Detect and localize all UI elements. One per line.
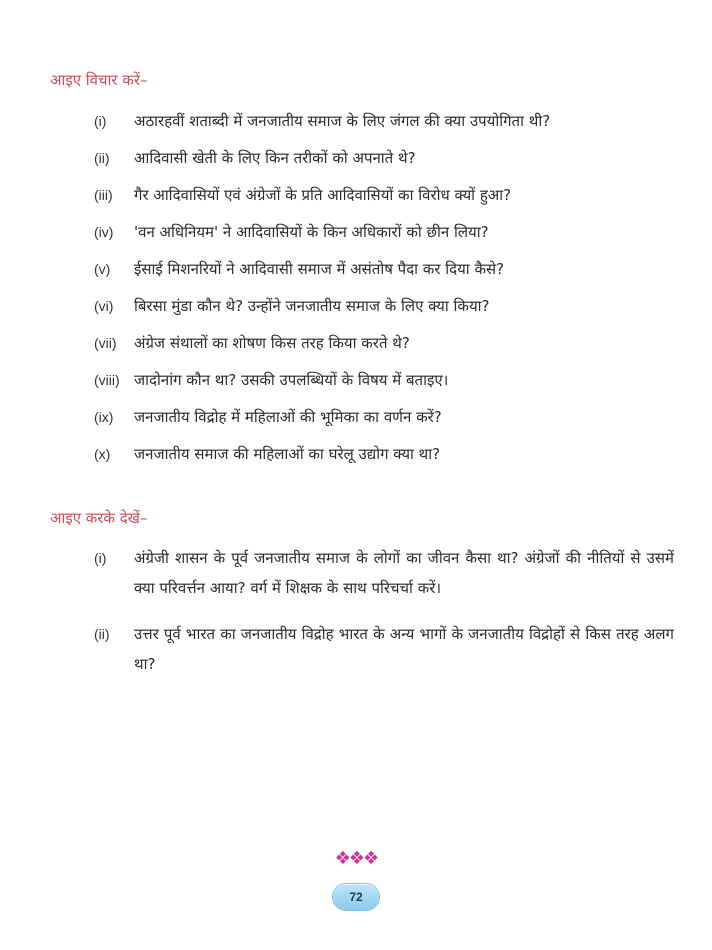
list-item xyxy=(94,369,674,406)
question-number: (vi) xyxy=(94,298,114,314)
list-item xyxy=(94,147,674,184)
question-number: (ix) xyxy=(94,409,114,425)
question-number: (ii) xyxy=(94,626,110,642)
question-text: जनजातीय समाज की महिलाओं का घरेलू उद्योग क्या था? xyxy=(134,445,441,463)
list-item xyxy=(94,258,674,295)
list-item xyxy=(94,295,674,332)
question-text: जनजातीय विद्रोह में महिलाओं की भूमिका का वर्णन करें? xyxy=(134,408,442,426)
question-number: (vii) xyxy=(94,335,117,351)
list-item xyxy=(94,221,674,258)
question-number: (i) xyxy=(94,550,107,566)
question-text: अंग्रेजी शासन के पूर्व जनजातीय समाज के लोगों का जीवन कैसा था? अंग्रेजों की नीतियों से उसमें क्या परिवर्त्तन आया? वर्ग में शिक्षक के साथ परिचर्चा करें। xyxy=(134,549,674,597)
list-item xyxy=(94,619,674,679)
list-item xyxy=(94,543,674,603)
page-number-badge xyxy=(333,884,379,910)
question-text: 'वन अधिनियम' ने आदिवासियों के किन अधिकारों को छीन लिया? xyxy=(134,223,489,241)
list-item xyxy=(94,406,674,443)
question-number: (viii) xyxy=(94,372,120,388)
list-item xyxy=(94,332,674,369)
list-item xyxy=(94,184,674,221)
question-text: बिरसा मुंडा कौन थे? उन्होंने जनजातीय समाज के लिए क्या किया? xyxy=(134,297,490,315)
list-item xyxy=(94,110,674,147)
question-text: आदिवासी खेती के लिए किन तरीकों को अपनाते थे? xyxy=(134,149,416,167)
question-number: (iii) xyxy=(94,187,113,203)
question-text: अंग्रेज संथालों का शोषण किस तरह किया करते थे? xyxy=(134,334,410,352)
section-heading-activity: आइए करके देखें– xyxy=(50,509,148,527)
section-heading-think: आइए विचार करें– xyxy=(50,71,148,89)
question-text: उत्तर पूर्व भारत का जनजातीय विद्रोह भारत के अन्य भागों के जनजातीय विद्रोहों से किस तरह अलग था? xyxy=(134,625,674,673)
question-number: (i) xyxy=(94,113,107,129)
question-text: गैर आदिवासियों एवं अंग्रेजों के प्रति आदिवासियों का विरोध क्यों हुआ? xyxy=(134,186,512,204)
list-item xyxy=(94,443,674,480)
page-number: 72 xyxy=(349,890,363,904)
question-list-think xyxy=(94,110,674,480)
decorative-ornament: ❖❖❖ xyxy=(334,848,378,869)
question-number: (ii) xyxy=(94,150,110,166)
question-list-activity xyxy=(94,543,674,695)
question-text: अठारहवीं शताब्दी में जनजातीय समाज के लिए जंगल की क्या उपयोगिता थी? xyxy=(134,112,551,130)
question-number: (v) xyxy=(94,261,111,277)
question-number: (iv) xyxy=(94,224,114,240)
question-number: (x) xyxy=(94,446,111,462)
question-text: ईसाई मिशनरियों ने आदिवासी समाज में असंतोष पैदा कर दिया कैसे? xyxy=(134,260,505,278)
question-text: जादोनांग कौन था? उसकी उपलब्धियों के विषय में बताइए। xyxy=(134,371,449,389)
